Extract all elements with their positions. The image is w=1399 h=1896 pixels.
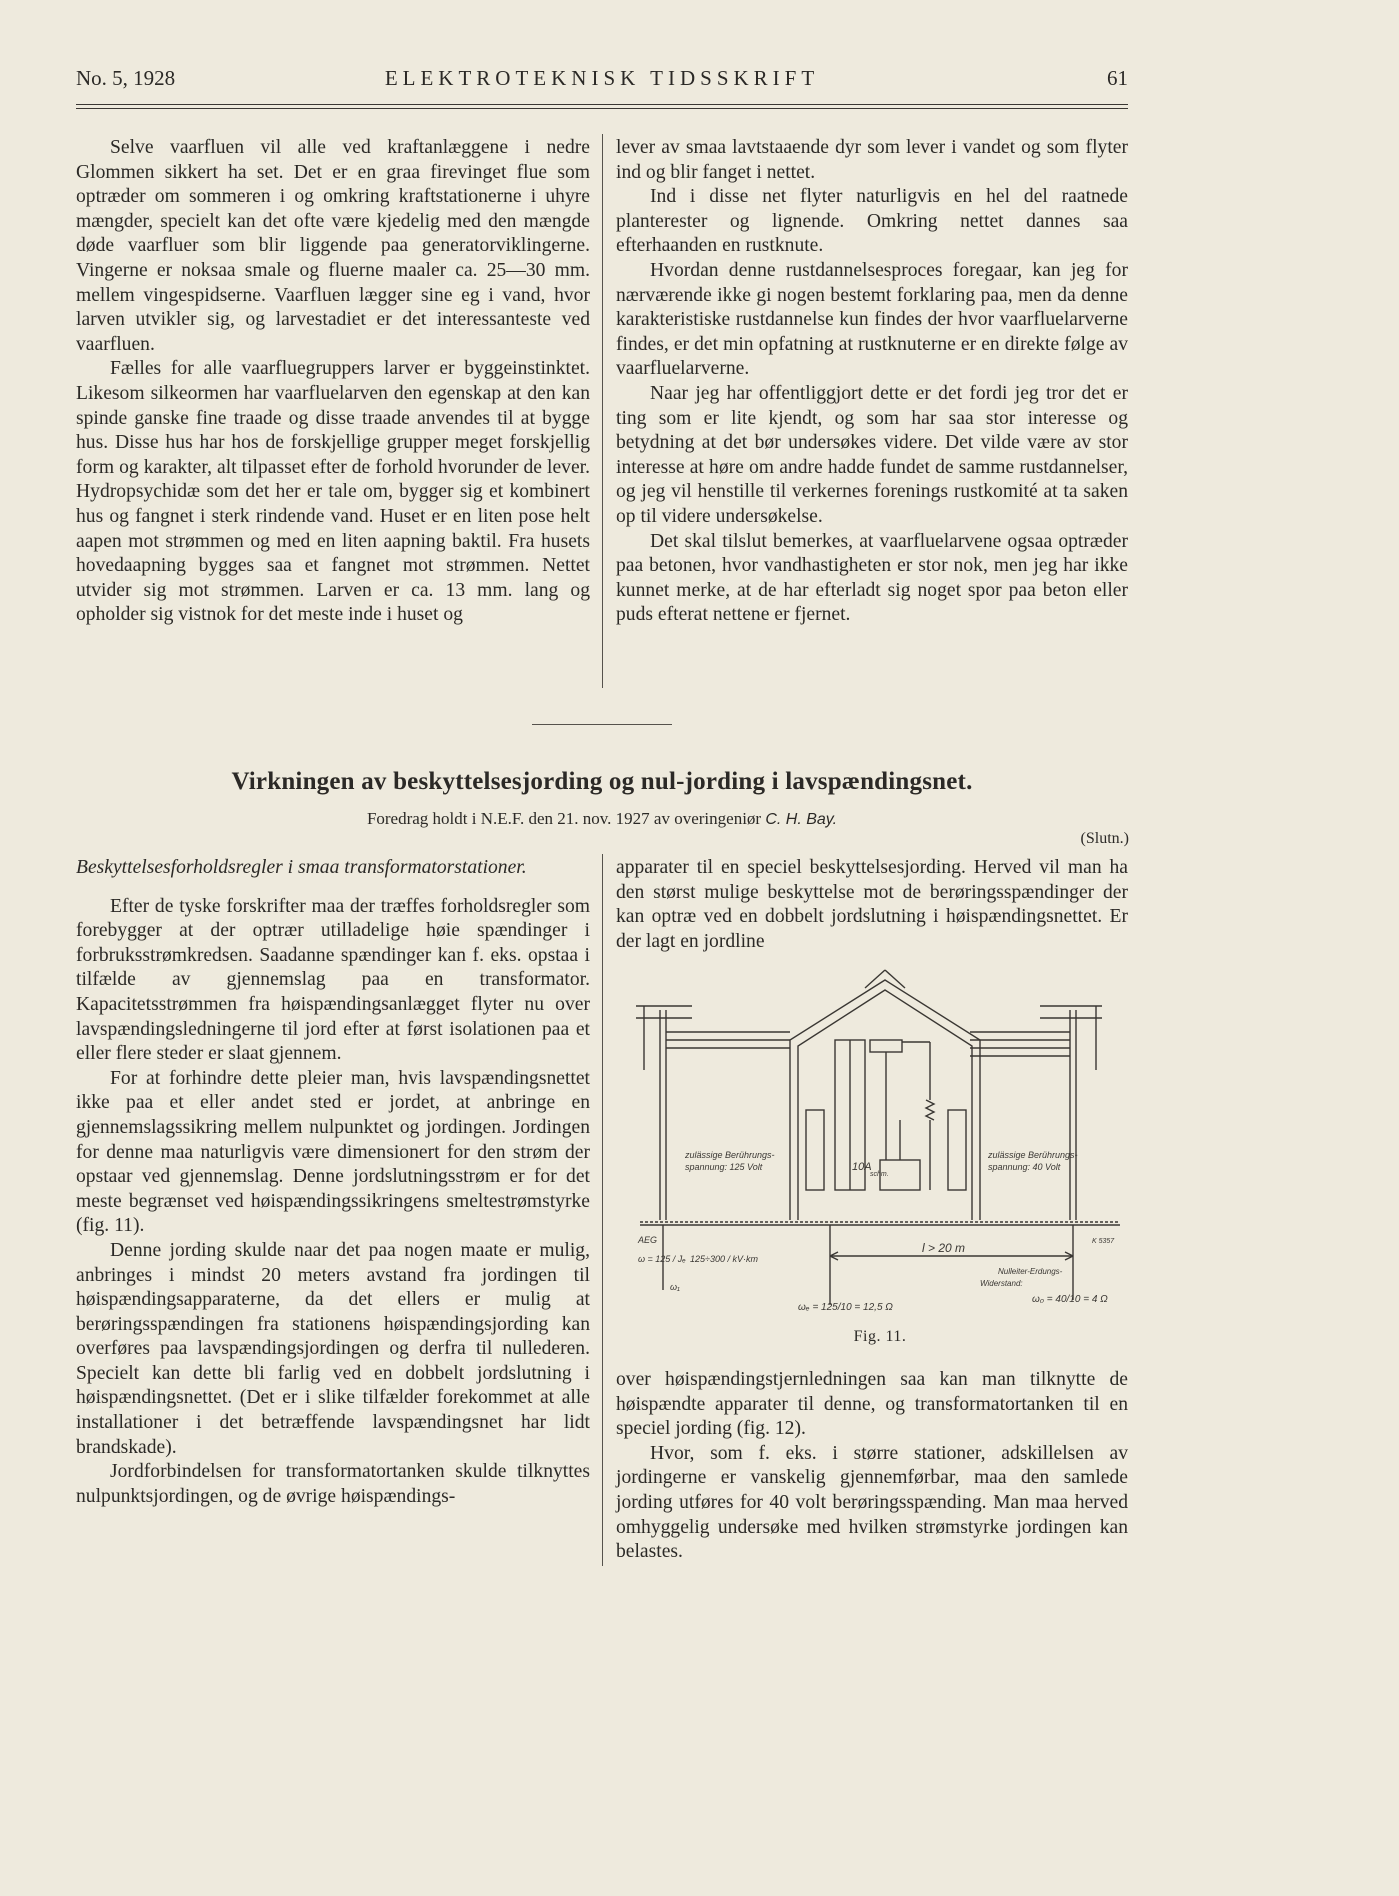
article-title: Virkningen av beskyttelsesjording og nul-jording i lavspændingsnet.: [231, 768, 973, 795]
journal-title: ELEKTROTEKNISK TIDSSKRIFT: [384, 66, 820, 90]
label-right-2: spannung: 40 Volt: [988, 1162, 1061, 1172]
continuation-note: (Slutn.): [1080, 830, 1129, 847]
label-null-1: Nulleiter-Erdungs-: [998, 1267, 1063, 1276]
top-article-right-column: [616, 136, 1128, 628]
article-byline: [76, 809, 1128, 829]
article-left-column: [76, 856, 590, 1509]
paragraph: over høispændingstjernledningen saa kan man tilknytte de høispændte apparater til denne, og transformatortanken til en speciel jording (fig. 12).: [616, 1369, 1128, 1440]
label-omega-mid: ωₑ = 125/10 = 12,5 Ω: [798, 1302, 893, 1313]
top-article-left-column: [76, 136, 590, 628]
paragraph: Det skal tilslut bemerkes, at vaarfluelarvene ogsaa optræder paa betonen, hvor vandhastigheten er stor nok, men jeg har ikke kunnet merke, at de har efterladt sig noget spor paa beton eller puds efterat nettene er fjernet.: [616, 530, 1128, 626]
column-rule: [602, 854, 603, 1566]
paragraph: Jordforbindelsen for transformatortanken skulde tilknyttes nulpunktsjordingen, og de øvrige høispændings-: [76, 1461, 590, 1507]
article-separator: [532, 724, 672, 725]
label-omega-right: ω₀ = 40/10 = 4 Ω: [1032, 1294, 1108, 1305]
label-null-2: Widerstand:: [980, 1279, 1023, 1288]
byline-text: Foredrag holdt i N.E.F. den 21. nov. 1927 av overingeniør: [366, 809, 762, 828]
paragraph: apparater til en speciel beskyttelsesjording. Herved vil man ha den størst mulige beskyttelse mot de berøringsspændinger der kan optræ ved en dobbelt jordslutning i høispændingsnettet. Er der lagt en jordline: [616, 857, 1128, 952]
paragraph: lever av smaa lavtstaaende dyr som lever i vandet og som flyter ind og blir fanget i nettet.: [616, 137, 1128, 183]
page-number: 61: [1107, 66, 1128, 90]
label-fuse-sub: schm.: [870, 1171, 889, 1178]
station-house: [790, 980, 980, 1220]
issue-number: No. 5, 1928: [76, 66, 176, 90]
label-distance: l > 20 m: [922, 1241, 966, 1255]
figure-11-diagram: [630, 960, 1130, 1335]
paragraph: Denne jording skulde naar det paa nogen maate er mulig, anbringes i mindst 20 meters avstand fra jordingen til høispændingsapparaterne, da det ellers er mulig at berøringsspændingen fra stationens høispændingsjording kan overføres paa lavspændingsjordingen og derfra til nullederen. Specielt kan dette bli farlig ved en dobbelt jordslutning i høispændingsnettet. (Det er i slike tilfælder forekommet at alle installationer i det betræffende lavspændingsnet har lidt brandskade).: [76, 1239, 590, 1458]
column-rule: [602, 134, 603, 688]
paragraph: For at forhindre dette pleier man, hvis lavspændingsnettet ikke paa et eller andet sted er jordet, at anbringe en gjennemslagssikring mellem nulpunktet og jordingen. Jordingen for denne maa naturligvis være dimensionert for den strøm der opstaar ved gjennemslag. Denne jordslutningsstrøm er for det meste begrænset ved høispændingssikringens smeltestrømstyrke (fig. 11).: [76, 1067, 590, 1237]
label-right-1: zulässige Berührungs-: [988, 1150, 1078, 1160]
paragraph: Selve vaarfluen vil alle ved kraftanlæggene i nedre Glommen sikkert ha set. Det er en graa firevinget flue som optræder om sommeren i og omkring kraftstationerne i uhyre mængder, specielt kan det ofte være kjedelig med den mængde døde vaarfluer som blir liggende paa generatorviklingerne. Vingerne er noksaa smale og fluerne maaler ca. 25—30 mm. mellem vingespidserne. Vaarfluen lægger sine eg i vand, hvor larven utvikler sig, og larvestadiet er det interessanteste ved vaarfluen.: [76, 137, 590, 355]
paragraph: Ind i disse net flyter naturligvis en hel del raatnede planterester og lignende. Omkring nettet dannes saa efterhaanden en rustknute.: [616, 186, 1128, 257]
paragraph: Fælles for alle vaarfluegruppers larver er byggeinstinktet. Likesom silkeormen har vaarfluelarven den egenskap at den kan spinde ganske fine traade og disse traade anvendes til at bygge hus. Disse hus har hos de forskjellige grupper meget forskjellig form og karakter, alt tilpasset efter de forhold hvorunder de lever. Hydropsychidæ som det her er tale om, bygger sig et kombinert hus og fangnet i sterk rindende vand. Huset er en liten pose helt aapen mot strømmen og med en liten aapning baktil. Fra husets hovedaapning bygges saa et fangnet mot strømmen. Nettet utvider sig mot strømmen. Larven er ca. 13 mm. lang og opholder sig vistnok for det meste inde i huset og: [76, 358, 590, 626]
article-right-column-bottom: [616, 1368, 1128, 1565]
figure-caption: Fig. 11.: [853, 1328, 907, 1345]
paragraph: Hvordan denne rustdannelsesproces foregaar, kan jeg for nærværende ikke gi nogen bestemt forklaring paa, men da denne karakteristiske rustdannelse kun findes der hvor vaarfluelarverne findes, er det min opfatning at rustknuterne er en direkte følge av vaarfluelarverne.: [616, 259, 1128, 380]
paragraph: Efter de tyske forskrifter maa der træffes forholdsregler som forebygger at der optrær utilladelige høie spændinger i forbruksstrømkredsen. Saadanne spændinger kan f. eks. opstaa i tilfælde av gjennemslag paa en transformator. Kapacitetsstrømmen fra høispændingsanlægget flyter nu over lavspændingsledningerne til jord efter at først isolationen paa et eller flere steder er slaat gjennem.: [76, 895, 590, 1065]
running-header: [76, 66, 1128, 96]
label-kno: K 5357: [1092, 1238, 1115, 1245]
section-subheading: Beskyttelsesforholdsregler i smaa transformatorstationer.: [76, 857, 527, 878]
author-name: C. H. Bay.: [765, 811, 838, 828]
paragraph: Hvor, som f. eks. i større stationer, adskillelsen av jordingerne er vanskelig gjennemførbar, maa den samlede jording utføres for 40 volt berøringsspænding. Man maa herved omhyggelig undersøke med hvilken strømstyrke jordingen kan belastes.: [616, 1442, 1128, 1563]
header-double-rule: [76, 104, 1128, 109]
label-formula: 125÷300 / kV·km: [690, 1254, 758, 1264]
paragraph: Naar jeg har offentliggjort dette er det fordi jeg tror det er ting som er lite kjendt, og som har saa stor interesse og betydning at det bør undersøkes videre. Det vilde være av stor interesse at høre om andre hadde fundet de samme rustdannelser, og jeg vil henstille til verkernes forenings rustkomité at ta saken op til videre undersøkelse.: [616, 382, 1128, 527]
label-fuse: 10A: [852, 1161, 872, 1173]
label-omega-left: ω = 125 / Jₑ: [638, 1254, 686, 1264]
label-left-1: zulässige Berührungs-: [685, 1150, 775, 1160]
article-right-column-top: [616, 856, 1128, 954]
label-omega1: ω₁: [670, 1282, 680, 1292]
label-aeg: AEG: [638, 1235, 658, 1245]
label-left-2: spannung: 125 Volt: [685, 1162, 763, 1172]
